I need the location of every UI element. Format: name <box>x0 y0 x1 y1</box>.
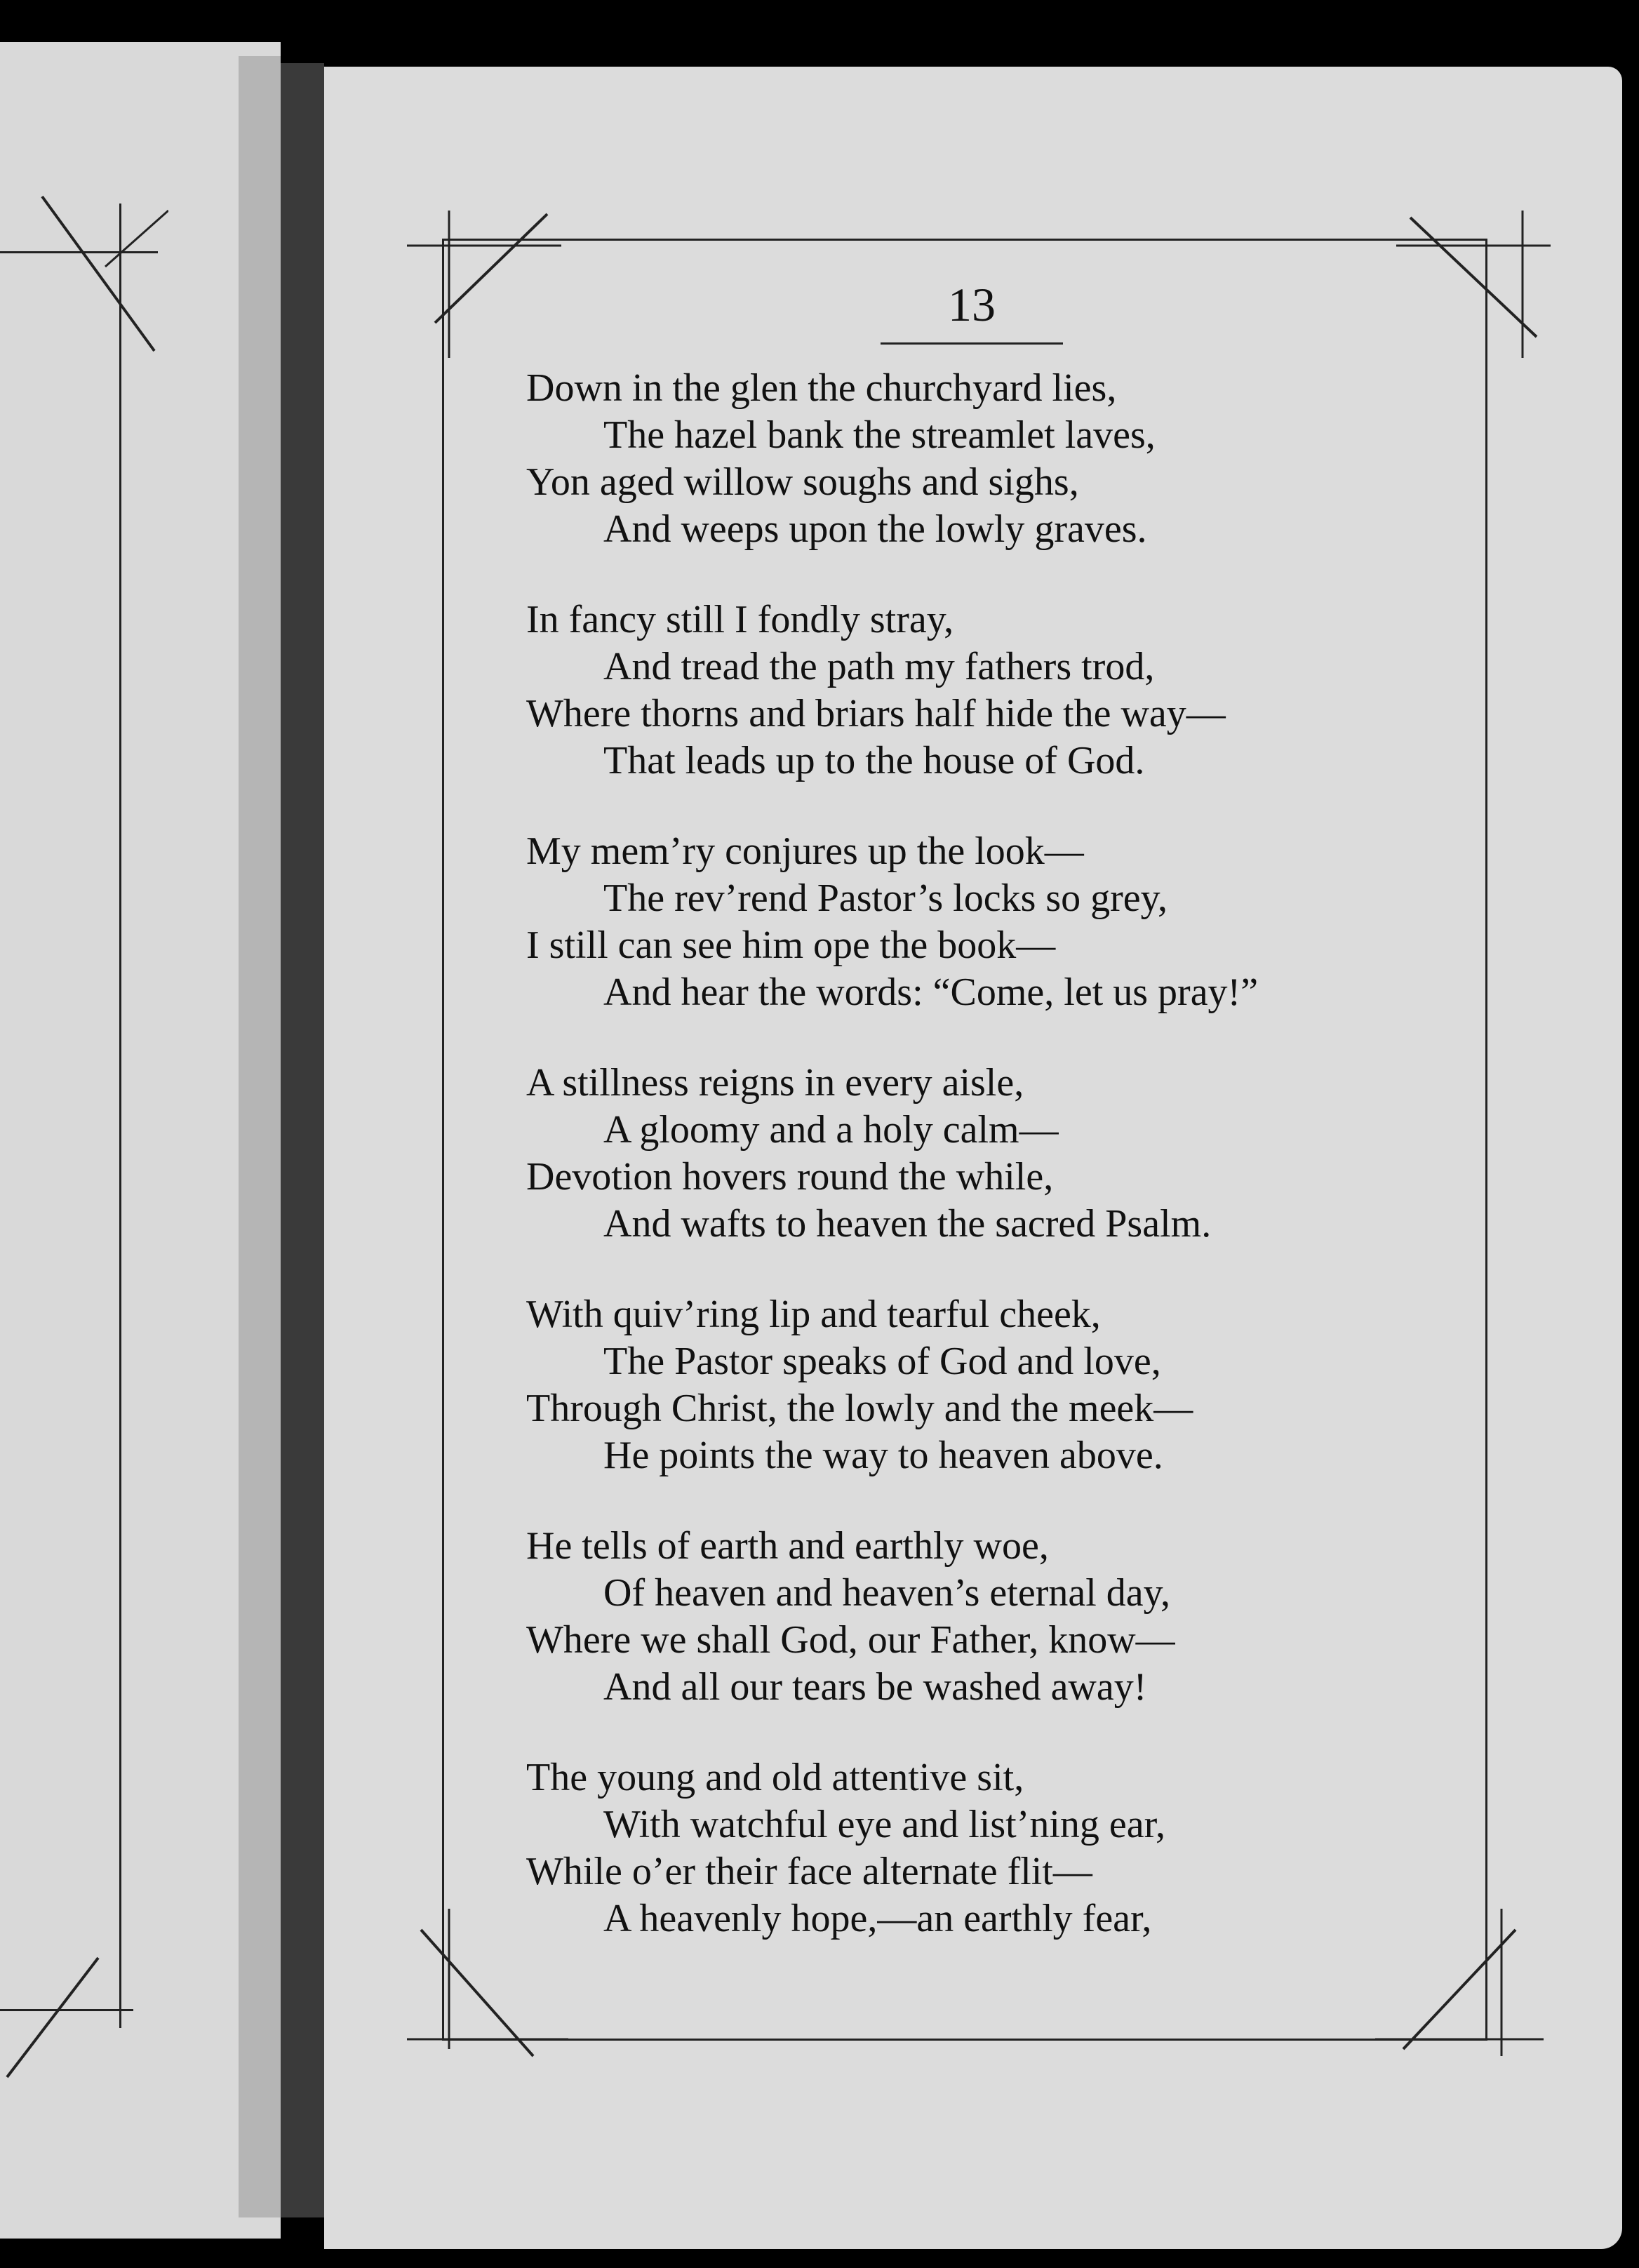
poem-line: He tells of earth and earthly woe, <box>526 1524 1049 1568</box>
spine-shadow <box>239 56 281 2217</box>
stanza <box>526 365 1480 553</box>
poem-line: And weeps upon the lowly graves. <box>603 507 1147 551</box>
poem-line: Down in the glen the churchyard lies, <box>526 366 1117 410</box>
poem <box>526 365 1480 1986</box>
stanza <box>526 828 1480 1016</box>
stanza <box>526 596 1480 785</box>
book-spine <box>281 63 324 2217</box>
poem-line: Devotion hovers round the while, <box>526 1155 1054 1199</box>
poem-line: The young and old attentive sit, <box>526 1756 1024 1799</box>
poem-line: My mem’ry conjures up the look— <box>526 829 1084 873</box>
left-corner-ornament-bottom <box>0 1937 140 2091</box>
poem-line: The rev’rend Pastor’s locks so grey, <box>603 876 1168 920</box>
stanza <box>526 1523 1480 1711</box>
poem-line: He points the way to heaven above. <box>603 1434 1163 1477</box>
stanza <box>526 1060 1480 1248</box>
left-corner-ornament-top <box>28 182 168 365</box>
page-number: 13 <box>948 278 996 331</box>
poem-line: The Pastor speaks of God and love, <box>603 1340 1161 1383</box>
page-number-rule <box>881 342 1063 345</box>
poem-line: With watchful eye and list’ning ear, <box>603 1803 1166 1846</box>
poem-line: A stillness reigns in every aisle, <box>526 1061 1024 1105</box>
poem-line: And tread the path my fathers trod, <box>603 645 1155 688</box>
poem-line: Through Christ, the lowly and the meek— <box>526 1387 1193 1430</box>
poem-line: And all our tears be washed away! <box>603 1665 1147 1709</box>
poem-line: A heavenly hope,—an earthly fear, <box>603 1897 1152 1940</box>
poem-line: I still can see him ope the book— <box>526 923 1056 967</box>
poem-line: The hazel bank the streamlet laves, <box>603 413 1156 457</box>
poem-line: And wafts to heaven the sacred Psalm. <box>603 1202 1212 1246</box>
stanza <box>526 1291 1480 1479</box>
stanza <box>526 1754 1480 1942</box>
poem-line: Of heaven and heaven’s eternal day, <box>603 1571 1170 1615</box>
corner-ornament-top-right <box>1396 204 1551 365</box>
poem-line: Yon aged willow soughs and sighs, <box>526 460 1079 504</box>
left-page-frame-right-rule <box>119 204 121 2028</box>
poem-line: While o’er their face alternate flit— <box>526 1850 1092 1893</box>
poem-line: That leads up to the house of God. <box>603 739 1145 782</box>
poem-line: A gloomy and a holy calm— <box>603 1108 1059 1152</box>
poem-line: Where we shall God, our Father, know— <box>526 1618 1175 1662</box>
poem-line: And hear the words: “Come, let us pray!” <box>603 970 1259 1014</box>
corner-ornament-top-left <box>407 204 561 358</box>
poem-line: With quiv’ring lip and tearful cheek, <box>526 1293 1101 1336</box>
poem-line: In fancy still I fondly stray, <box>526 598 954 641</box>
poem-line: Where thorns and briars half hide the way— <box>526 692 1226 735</box>
